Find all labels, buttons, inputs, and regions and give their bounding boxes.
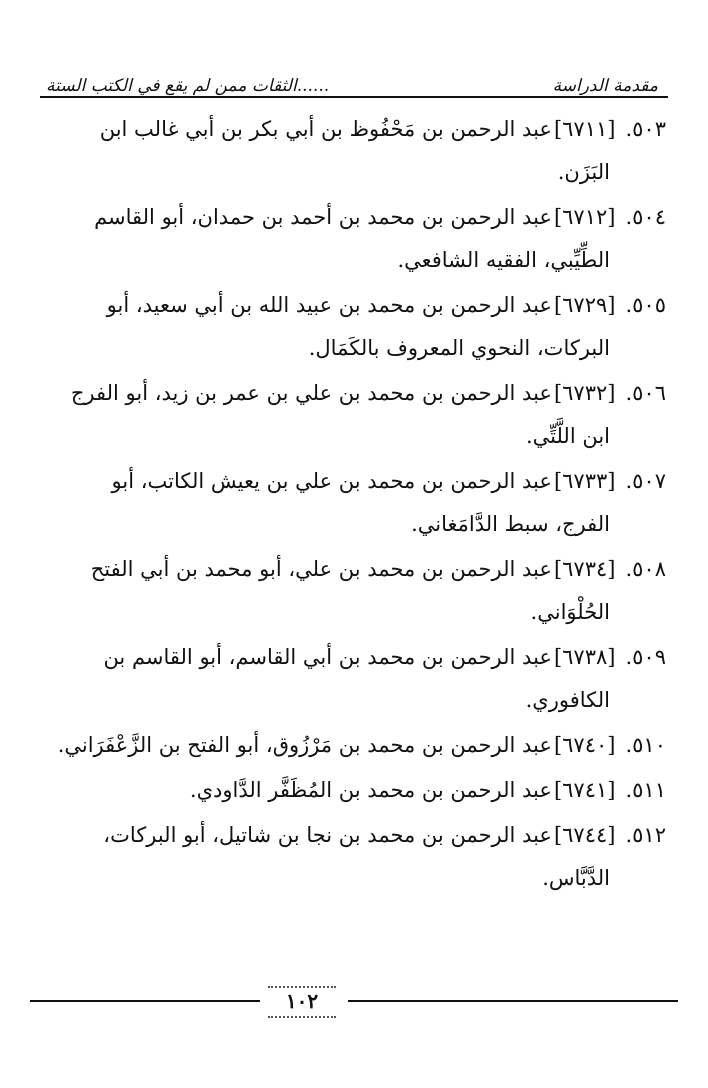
entry-text: عبد الرحمن بن مَحْفُوظ بن أبي بكر بن أبي غالب ابن [99,117,552,141]
entry-number: ٥٠٧. [625,469,666,493]
entry-continuation: البركات، النحوي المعروف بالكَمَال. [308,336,610,360]
entry-number: ٥٠٨. [625,557,666,581]
header-section-title: مقدمة الدراسة [552,76,658,96]
entry-continuation: البَزَن. [557,160,610,184]
entry-text: عبد الرحمن بن محمد بن عبيد الله بن أبي سعيد، أبو [106,293,552,317]
entry-continuation: الكافوري. [525,688,610,712]
entry-reference: [٦٧٤٤] [553,823,616,847]
list-item [38,196,666,282]
list-item [38,548,666,634]
footer-rule-right [348,1000,678,1002]
entry-continuation: الدَّبَّاس. [542,866,610,890]
entry-reference: [٦٧٣٢] [553,381,616,405]
running-header [40,60,668,98]
entry-continuation: الحُلْوَاني. [530,600,610,624]
list-item [38,636,666,722]
list-item [38,108,666,194]
list-item [38,460,666,546]
entry-number: ٥٠٩. [625,645,666,669]
entry-reference: [٦٧١٢] [553,205,616,229]
entry-number: ٥١٢. [625,823,666,847]
entry-number: ٥٠٣. [625,117,666,141]
entry-number: ٥١١. [625,778,666,802]
entry-continuation: الفرج، سبط الدَّامَغاني. [411,512,610,536]
page-number: ١٠٢ [268,986,336,1018]
entry-text: عبد الرحمن بن محمد بن علي بن يعيش الكاتب، أبو [111,469,552,493]
entry-reference: [٦٧٣٨] [553,645,616,669]
entry-reference: [٦٧٣٣] [553,469,616,493]
page-footer [30,986,678,1016]
entry-text: عبد الرحمن بن محمد بن علي، أبو محمد بن أبي الفتح [90,557,552,581]
entry-text: عبد الرحمن بن محمد بن المُظَفَّر الدَّاودي. [189,778,552,802]
entry-text: عبد الرحمن بن محمد بن أحمد بن حمدان، أبو القاسم [94,205,552,229]
entry-number: ٥١٠. [625,733,666,757]
list-item [38,284,666,370]
entry-text: عبد الرحمن بن محمد بن نجا بن شاتيل، أبو البركات، [103,823,552,847]
entry-text: عبد الرحمن بن محمد بن علي بن عمر بن زيد، أبو الفرج [70,381,552,405]
entry-number: ٥٠٦. [625,381,666,405]
list-item [38,372,666,458]
list-item [38,769,666,812]
entry-continuation: الطِّيِّبي، الفقيه الشافعي. [397,248,610,272]
entry-text: عبد الرحمن بن محمد بن مَرْزُوق، أبو الفتح بن الزَّعْفَرَاني. [57,733,552,757]
entry-text: عبد الرحمن بن محمد بن أبي القاسم، أبو القاسم بن [103,645,552,669]
entry-reference: [٦٧٤١] [553,778,616,802]
entry-list [38,108,666,902]
header-book-title: ......الثقات ممن لم يقع في الكتب الستة [46,76,330,96]
entry-reference: [٦٧١١] [553,117,616,141]
list-item [38,814,666,900]
entry-reference: [٦٧٢٩] [553,293,616,317]
entry-number: ٥٠٥. [625,293,666,317]
footer-rule-left [30,1000,260,1002]
entry-number: ٥٠٤. [625,205,666,229]
entry-reference: [٦٧٤٠] [553,733,616,757]
entry-reference: [٦٧٣٤] [553,557,616,581]
entry-continuation: ابن اللَّتِّي. [525,424,610,448]
list-item [38,724,666,767]
